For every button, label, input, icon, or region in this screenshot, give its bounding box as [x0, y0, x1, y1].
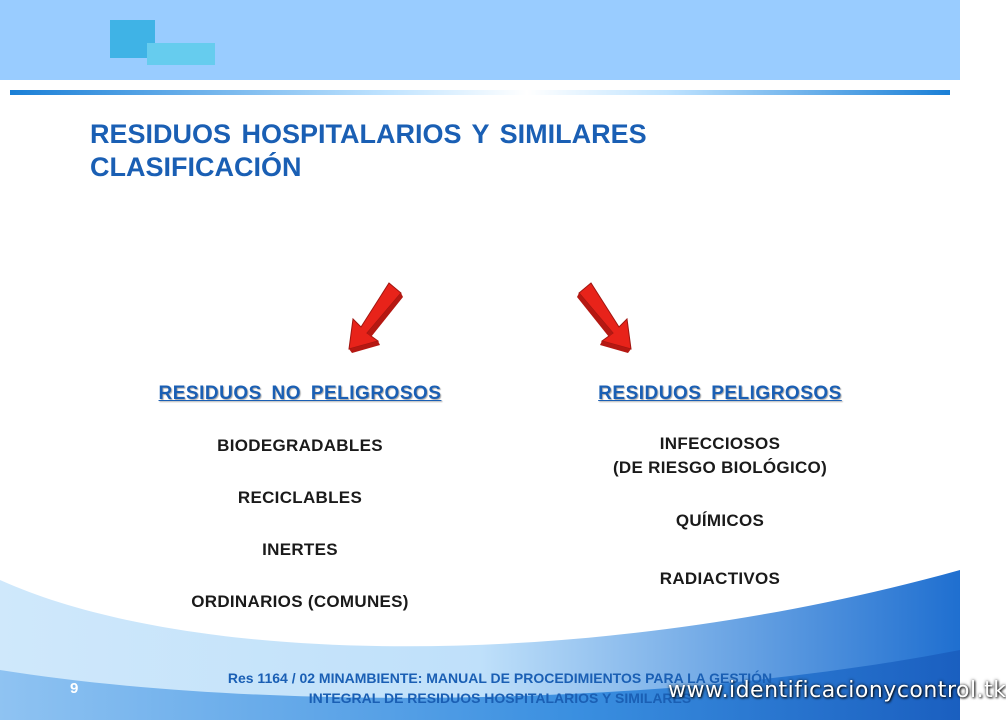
list-item: INFECCIOSOS — [659, 434, 781, 453]
non-hazardous-column — [100, 380, 500, 614]
list-item: ORDINARIOS (COMUNES) — [191, 592, 409, 611]
header-divider — [10, 90, 950, 95]
list-item: RADIACTIVOS — [659, 569, 781, 588]
arrow-down-right-icon — [575, 283, 635, 353]
hazardous-heading: RESIDUOS PELIGROSOS — [598, 383, 842, 404]
hazardous-column — [520, 380, 920, 591]
page-number: 9 — [70, 680, 79, 697]
decorative-rectangle — [147, 43, 215, 65]
non-hazardous-heading: RESIDUOS NO PELIGROSOS — [158, 383, 442, 404]
footer-line-1: Res 1164 / 02 MINAMBIENTE: MANUAL DE PROCEDIMIENTOS PARA LA GESTIÓN — [227, 670, 773, 686]
title-line-1: RESIDUOS HOSPITALARIOS Y SIMILARES — [90, 119, 647, 149]
slide-title — [90, 118, 850, 184]
list-item: BIODEGRADABLES — [217, 436, 383, 455]
title-line-2: CLASIFICACIÓN — [90, 152, 302, 182]
list-item: INERTES — [262, 540, 338, 559]
list-item: (DE RIESGO BIOLÓGICO) — [612, 458, 828, 477]
footer-line-2: INTEGRAL DE RESIDUOS HOSPITALARIOS Y SIMILARES — [308, 690, 692, 706]
arrow-down-left-icon — [345, 283, 405, 353]
watermark: www.identificacionycontrol.tk — [668, 678, 1006, 703]
list-item: QUÍMICOS — [675, 511, 765, 530]
list-item: RECICLABLES — [237, 488, 363, 507]
